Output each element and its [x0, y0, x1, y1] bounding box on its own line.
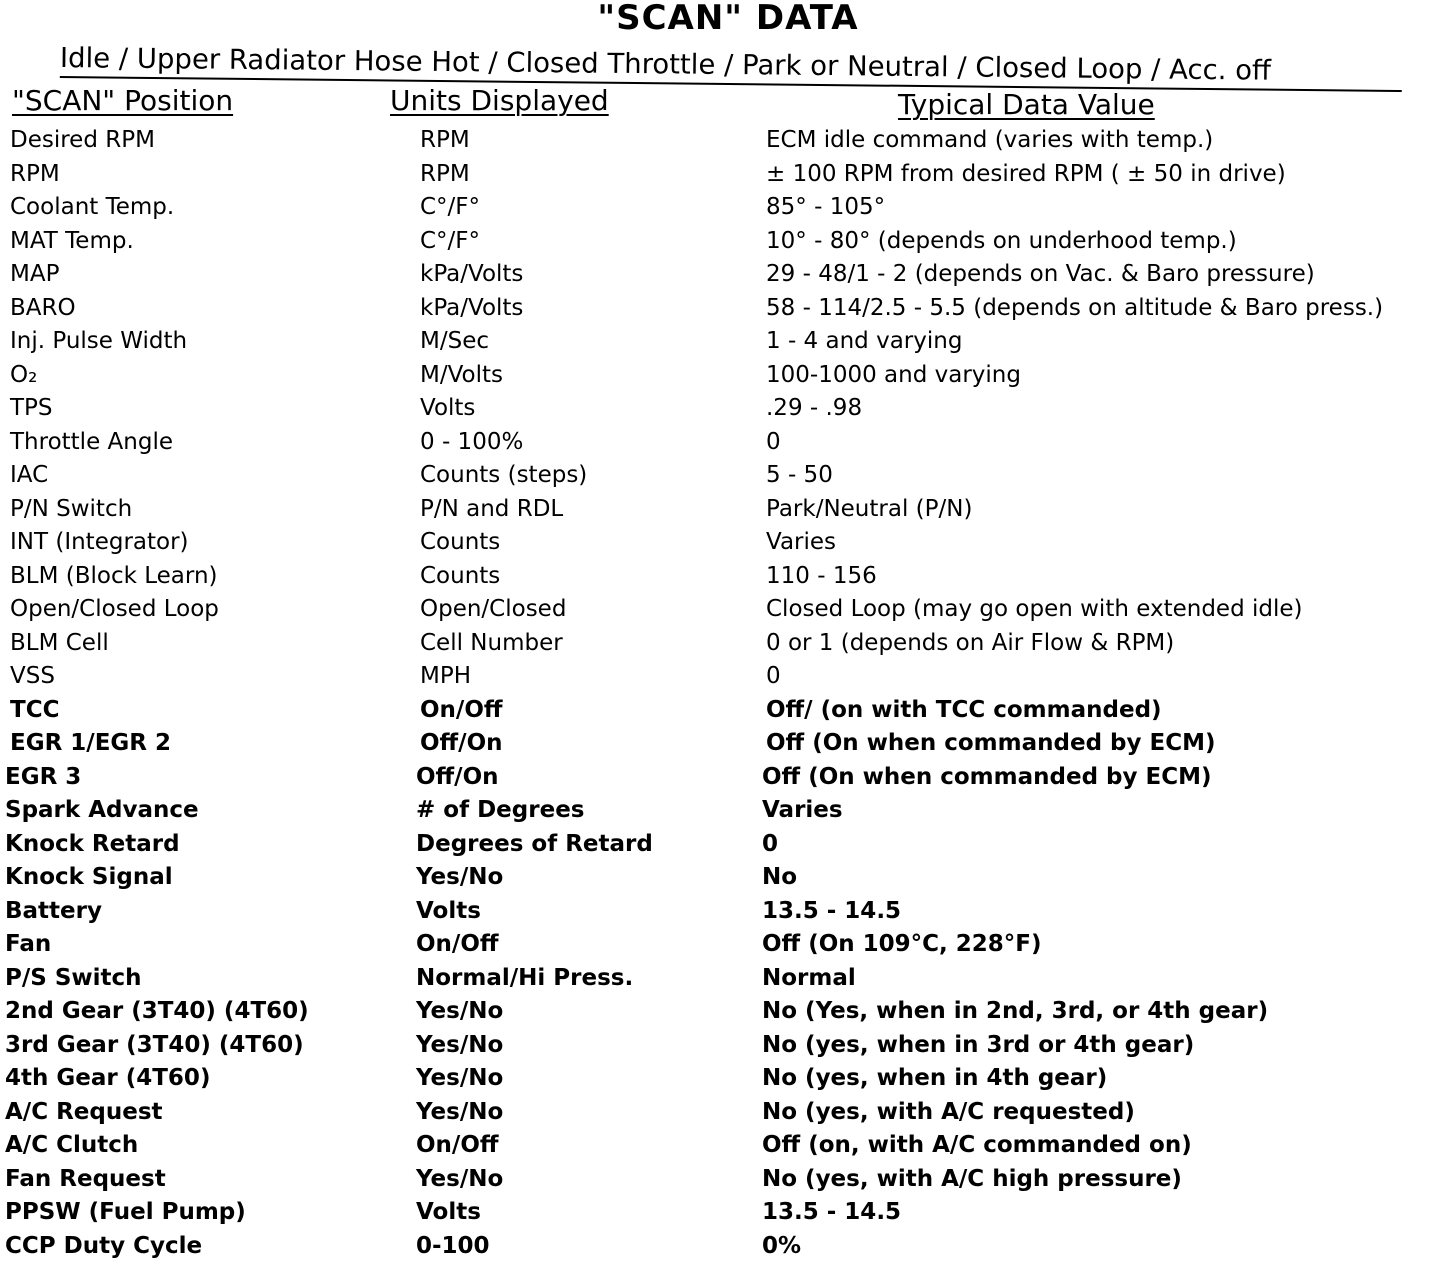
scan-position-cell: RPM: [10, 158, 60, 192]
conditions-subtitle: Idle / Upper Radiator Hose Hot / Closed Throttle / Park or Neutral / Closed Loop / Acc. off: [60, 40, 1402, 92]
table-row: [0, 158, 1456, 192]
typical-value-cell: ECM idle command (varies with temp.): [766, 124, 1213, 158]
units-displayed-cell: Counts (steps): [420, 459, 587, 493]
table-row: [0, 325, 1456, 359]
units-displayed-cell: C°/F°: [420, 225, 480, 259]
page-title: "SCAN" DATA: [0, 0, 1456, 36]
table-row: [0, 1129, 1456, 1163]
scan-position-cell: BLM Cell: [10, 627, 109, 661]
units-displayed-cell: Yes/No: [416, 1096, 503, 1130]
header-typical-data-value: Typical Data Value: [898, 88, 1155, 122]
table-row: [0, 1196, 1456, 1230]
scan-position-cell: Desired RPM: [10, 124, 155, 158]
scan-position-cell: 4th Gear (4T60): [5, 1062, 210, 1096]
table-row: [0, 593, 1456, 627]
scan-position-cell: Inj. Pulse Width: [10, 325, 187, 359]
typical-value-cell: 100-1000 and varying: [766, 359, 1021, 393]
table-row: [0, 995, 1456, 1029]
table-row: [0, 1062, 1456, 1096]
typical-value-cell: .29 - .98: [766, 392, 862, 426]
scan-position-cell: TCC: [10, 694, 59, 728]
units-displayed-cell: 0-100: [416, 1230, 490, 1263]
scan-position-cell: BARO: [10, 292, 76, 326]
typical-value-cell: Off (on, with A/C commanded on): [762, 1129, 1192, 1163]
units-displayed-cell: Degrees of Retard: [416, 828, 653, 862]
typical-value-cell: 10° - 80° (depends on underhood temp.): [766, 225, 1237, 259]
scan-position-cell: Coolant Temp.: [10, 191, 174, 225]
table-row: [0, 895, 1456, 929]
header-units-displayed: Units Displayed: [390, 84, 609, 118]
table-row: [0, 526, 1456, 560]
table-row: [0, 560, 1456, 594]
units-displayed-cell: P/N and RDL: [420, 493, 563, 527]
typical-value-cell: 58 - 114/2.5 - 5.5 (depends on altitude & Baro press.): [766, 292, 1383, 326]
typical-value-cell: No (yes, when in 3rd or 4th gear): [762, 1029, 1194, 1063]
units-displayed-cell: On/Off: [416, 1129, 499, 1163]
typical-value-cell: 13.5 - 14.5: [762, 895, 901, 929]
scan-position-cell: Knock Retard: [5, 828, 180, 862]
typical-value-cell: Off (On when commanded by ECM): [762, 761, 1212, 795]
scan-position-cell: P/N Switch: [10, 493, 132, 527]
units-displayed-cell: On/Off: [420, 694, 503, 728]
scan-position-cell: EGR 3: [5, 761, 81, 795]
table-row: [0, 225, 1456, 259]
scan-position-cell: EGR 1/EGR 2: [10, 727, 171, 761]
table-row: [0, 292, 1456, 326]
typical-value-cell: Varies: [766, 526, 836, 560]
typical-value-cell: Off/ (on with TCC commanded): [766, 694, 1162, 728]
units-displayed-cell: Cell Number: [420, 627, 563, 661]
typical-value-cell: 0: [762, 828, 778, 862]
typical-value-cell: Varies: [762, 794, 843, 828]
typical-value-cell: 1 - 4 and varying: [766, 325, 962, 359]
scan-position-cell: Open/Closed Loop: [10, 593, 219, 627]
units-displayed-cell: C°/F°: [420, 191, 480, 225]
units-displayed-cell: MPH: [420, 660, 471, 694]
units-displayed-cell: Counts: [420, 560, 500, 594]
typical-value-cell: Park/Neutral (P/N): [766, 493, 972, 527]
typical-value-cell: Closed Loop (may go open with extended idle): [766, 593, 1303, 627]
typical-value-cell: 13.5 - 14.5: [762, 1196, 901, 1230]
units-displayed-cell: Volts: [416, 895, 481, 929]
typical-value-cell: No (yes, with A/C high pressure): [762, 1163, 1182, 1197]
table-row: [0, 493, 1456, 527]
scan-position-cell: Battery: [5, 895, 102, 929]
table-row: [0, 359, 1456, 393]
scan-position-cell: Knock Signal: [5, 861, 173, 895]
units-displayed-cell: Off/On: [420, 727, 503, 761]
table-row: [0, 861, 1456, 895]
typical-value-cell: Off (On 109°C, 228°F): [762, 928, 1042, 962]
units-displayed-cell: Yes/No: [416, 1029, 503, 1063]
typical-value-cell: Off (On when commanded by ECM): [766, 727, 1216, 761]
scan-position-cell: A/C Request: [5, 1096, 163, 1130]
units-displayed-cell: Yes/No: [416, 1062, 503, 1096]
table-row: [0, 258, 1456, 292]
scan-position-cell: BLM (Block Learn): [10, 560, 218, 594]
table-row: [0, 426, 1456, 460]
scan-position-cell: PPSW (Fuel Pump): [5, 1196, 246, 1230]
units-displayed-cell: Yes/No: [416, 995, 503, 1029]
typical-value-cell: 29 - 48/1 - 2 (depends on Vac. & Baro pressure): [766, 258, 1315, 292]
typical-value-cell: 0: [766, 426, 781, 460]
table-row: [0, 660, 1456, 694]
units-displayed-cell: RPM: [420, 158, 470, 192]
scan-position-cell: MAT Temp.: [10, 225, 134, 259]
table-row: [0, 392, 1456, 426]
scan-position-cell: A/C Clutch: [5, 1129, 138, 1163]
header-scan-position: "SCAN" Position: [12, 84, 233, 118]
units-displayed-cell: Open/Closed: [420, 593, 566, 627]
typical-value-cell: 0 or 1 (depends on Air Flow & RPM): [766, 627, 1174, 661]
scan-position-cell: Fan Request: [5, 1163, 166, 1197]
typical-value-cell: ± 100 RPM from desired RPM ( ± 50 in drive): [766, 158, 1286, 192]
table-row: [0, 794, 1456, 828]
typical-value-cell: No: [762, 861, 797, 895]
typical-value-cell: 110 - 156: [766, 560, 877, 594]
units-displayed-cell: Normal/Hi Press.: [416, 962, 633, 996]
scan-position-cell: P/S Switch: [5, 962, 142, 996]
table-row: [0, 459, 1456, 493]
units-displayed-cell: kPa/Volts: [420, 292, 523, 326]
scan-data-table: [0, 124, 1456, 1263]
table-row: [0, 694, 1456, 728]
units-displayed-cell: M/Sec: [420, 325, 489, 359]
scan-position-cell: IAC: [10, 459, 48, 493]
table-row: [0, 1230, 1456, 1263]
scan-position-cell: O₂: [10, 359, 37, 393]
typical-value-cell: No (yes, with A/C requested): [762, 1096, 1135, 1130]
scan-position-cell: 2nd Gear (3T40) (4T60): [5, 995, 309, 1029]
units-displayed-cell: # of Degrees: [416, 794, 584, 828]
table-row: [0, 1096, 1456, 1130]
table-row: [0, 928, 1456, 962]
table-row: [0, 761, 1456, 795]
scan-position-cell: MAP: [10, 258, 59, 292]
scan-position-cell: Spark Advance: [5, 794, 199, 828]
table-row: [0, 627, 1456, 661]
scan-position-cell: TPS: [10, 392, 53, 426]
units-displayed-cell: Yes/No: [416, 861, 503, 895]
units-displayed-cell: Off/On: [416, 761, 499, 795]
scan-position-cell: 3rd Gear (3T40) (4T60): [5, 1029, 304, 1063]
typical-value-cell: 5 - 50: [766, 459, 833, 493]
table-row: [0, 727, 1456, 761]
table-row: [0, 828, 1456, 862]
scan-position-cell: INT (Integrator): [10, 526, 189, 560]
table-row: [0, 1029, 1456, 1063]
table-row: [0, 1163, 1456, 1197]
units-displayed-cell: Volts: [420, 392, 475, 426]
scan-position-cell: Throttle Angle: [10, 426, 173, 460]
table-row: [0, 191, 1456, 225]
typical-value-cell: Normal: [762, 962, 856, 996]
scan-position-cell: Fan: [5, 928, 51, 962]
units-displayed-cell: Yes/No: [416, 1163, 503, 1197]
units-displayed-cell: kPa/Volts: [420, 258, 523, 292]
table-row: [0, 124, 1456, 158]
typical-value-cell: 0%: [762, 1230, 801, 1263]
scan-position-cell: CCP Duty Cycle: [5, 1230, 202, 1263]
units-displayed-cell: 0 - 100%: [420, 426, 523, 460]
units-displayed-cell: RPM: [420, 124, 470, 158]
scan-position-cell: VSS: [10, 660, 55, 694]
table-row: [0, 962, 1456, 996]
typical-value-cell: No (Yes, when in 2nd, 3rd, or 4th gear): [762, 995, 1268, 1029]
units-displayed-cell: On/Off: [416, 928, 499, 962]
units-displayed-cell: Counts: [420, 526, 500, 560]
units-displayed-cell: M/Volts: [420, 359, 503, 393]
typical-value-cell: 0: [766, 660, 781, 694]
typical-value-cell: 85° - 105°: [766, 191, 885, 225]
units-displayed-cell: Volts: [416, 1196, 481, 1230]
typical-value-cell: No (yes, when in 4th gear): [762, 1062, 1107, 1096]
